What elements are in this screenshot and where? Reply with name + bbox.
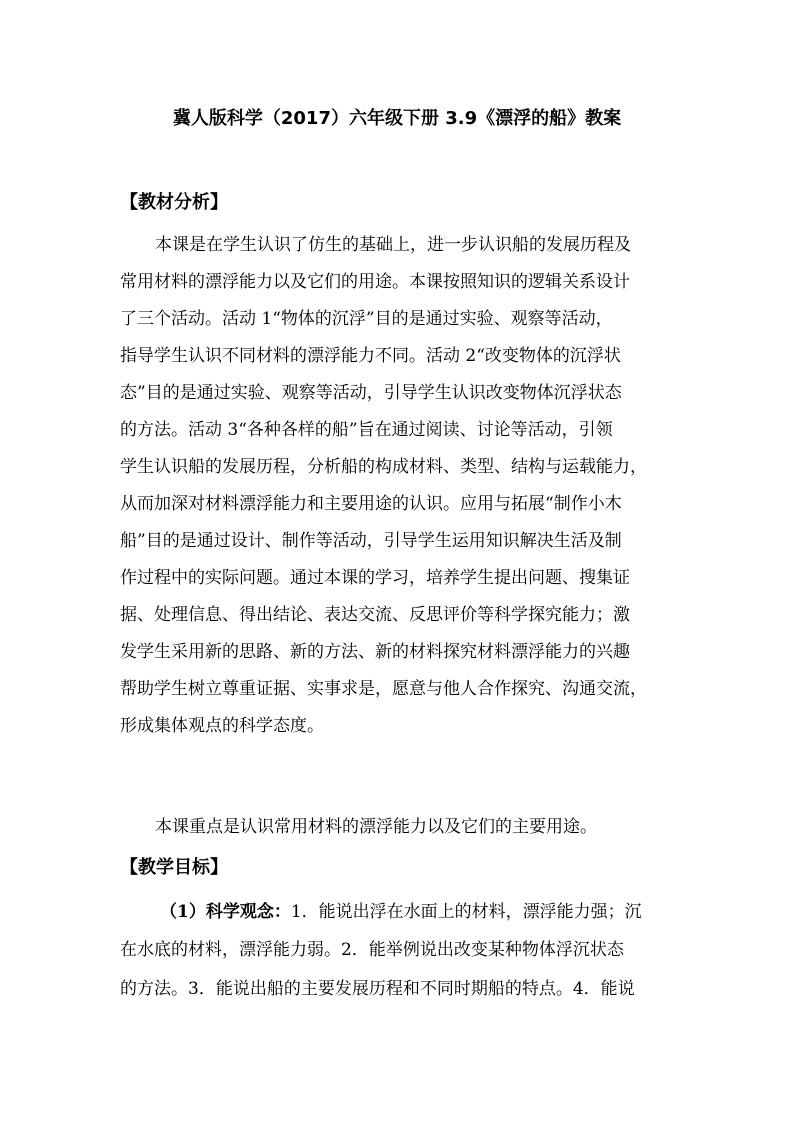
section-heading-textbook-analysis: 【教材分析】 xyxy=(120,192,228,213)
paragraph-line: 的方法。3．能说出船的主要发展历程和不同时期船的特点。4．能说 xyxy=(120,979,635,999)
objective-label-scientific-concept: （1）科学观念： xyxy=(160,902,291,922)
key-point-paragraph: 本课重点是认识常用材料的漂浮能力以及它们的主要用途。 xyxy=(155,817,597,837)
paragraph-line: 形成集体观点的科学态度。 xyxy=(120,716,324,736)
paragraph-line: 指导学生认识不同材料的漂浮能力不同。活动 2“改变物体的沉浮状 xyxy=(120,346,621,366)
paragraph-line: 了三个活动。活动 1“物体的沉浮”目的是通过实验、观察等活动， xyxy=(120,309,613,329)
paragraph-line: 常用材料的漂浮能力以及它们的用途。本课按照知识的逻辑关系设计 xyxy=(120,272,630,292)
paragraph-line: 从而加深对材料漂浮能力和主要用途的认识。应用与拓展“制作小木 xyxy=(120,494,622,514)
paragraph-line: 发学生采用新的思路、新的方法、新的材料探究材料漂浮能力的兴趣 xyxy=(120,642,630,662)
paragraph-line: 据、处理信息、得出结论、表达交流、反思评价等科学探究能力；激 xyxy=(120,605,630,625)
paragraph-line: 学生认识船的发展历程，分析船的构成材料、类型、结构与运载能力， xyxy=(120,457,647,477)
objective-line-lead xyxy=(160,895,680,929)
paragraph-line: 态”目的是通过实验、观察等活动，引导学生认识改变物体沉浮状态 xyxy=(120,383,622,403)
paragraph-line: 作过程中的实际问题。通过本课的学习，培养学生提出问题、搜集证 xyxy=(120,568,630,588)
paragraph-line: 在水底的材料，漂浮能力弱。2．能举例说出改变某种物体浮沉状态 xyxy=(120,940,624,960)
paragraph-line: 的方法。活动 3“各种各样的船”旨在通过阅读、讨论等活动，引领 xyxy=(120,420,613,440)
section-heading-teaching-objectives: 【教学目标】 xyxy=(120,857,228,878)
paragraph-line: 本课是在学生认识了仿生的基础上，进一步认识船的发展历程及 xyxy=(155,235,631,255)
paragraph-line: 帮助学生树立尊重证据、实事求是，愿意与他人合作探究、沟通交流， xyxy=(120,679,647,699)
document-title: 冀人版科学（2017）六年级下册 3.9《漂浮的船》教案 xyxy=(172,108,622,129)
objective-text: 1．能说出浮在水面上的材料，漂浮能力强；沉 xyxy=(290,902,642,922)
paragraph-line: 船”目的是通过设计、制作等活动，引导学生运用知识解决生活及制 xyxy=(120,531,622,551)
